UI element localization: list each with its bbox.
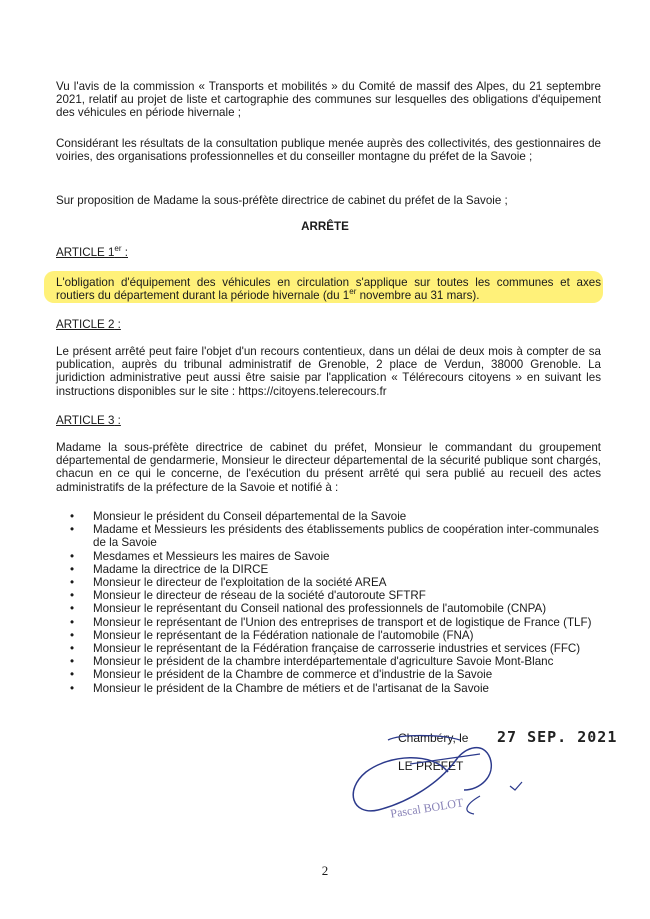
article-3-text: Madame la sous-préfète directrice de cabinet du préfet, Monsieur le commandant du groupement départemental de gendarmerie, Monsieur le directeur départemental de la sécurité publique sont chargés, chacun en ce qui le concerne, de l'exécution du présent arrêté qui sera publié au recueil des actes administratifs de la préfecture de la Savoie et notifié à : bbox=[56, 441, 601, 494]
list-item: • Monsieur le représentant du Conseil national des professionnels de l'automobile (CNPA) bbox=[56, 602, 601, 615]
sur-proposition-paragraph: Sur proposition de Madame la sous-préfète directrice de cabinet du préfet de la Savoie ; bbox=[56, 194, 508, 207]
list-item: • Monsieur le président du Conseil départemental de la Savoie bbox=[56, 510, 601, 523]
handwritten-signature bbox=[330, 720, 530, 820]
list-item: • Monsieur le président de la Chambre de commerce et d'industrie de la Savoie bbox=[56, 668, 601, 681]
signatory-title: LE PREFET bbox=[398, 759, 464, 773]
article-1-text: L'obligation d'équipement des véhicules en circulation s'applique sur toutes les communes et axes routiers du département durant la période hivernale (du 1er novembre au 31 mars). bbox=[56, 276, 601, 303]
list-item: • Monsieur le directeur de réseau de la société d'autoroute SFTRF bbox=[56, 589, 601, 602]
list-item: • Mesdames et Messieurs les maires de Savoie bbox=[56, 550, 601, 563]
list-item: • Monsieur le président de la chambre interdépartementale d'agriculture Savoie Mont-Blanc bbox=[56, 655, 601, 668]
signature-place: Chambéry, le bbox=[398, 731, 469, 745]
list-item: • Madame la directrice de la DIRCE bbox=[56, 563, 601, 576]
article-2-text: Le présent arrêté peut faire l'objet d'un recours contentieux, dans un délai de deux mois à compter de sa publication, auprès du tribunal administratif de Grenoble, 2 place de Verdun, 38000 Grenoble. La juridiction administrative peut aussi être saisie par l'application « Télérecours citoyens » en suivant les instructions disponibles sur le site : https://citoyens.telerecours.fr bbox=[56, 345, 601, 398]
arrete-title: ARRÊTE bbox=[301, 220, 349, 233]
signatory-name-stamp: Pascal BOLOT bbox=[389, 795, 465, 821]
article-2-heading: ARTICLE 2 : bbox=[56, 318, 121, 331]
considerant-paragraph: Considérant les résultats de la consultation publique menée auprès des collectivités, des gestionnaires de voiries, des organisations professionnelles et du conseiller montagne du préfet de la Savoie ; bbox=[56, 137, 601, 164]
list-item: • Monsieur le représentant de la Fédération française de carrosserie industries et services (FFC) bbox=[56, 642, 601, 655]
list-item: • Madame et Messieurs les présidents des établissements publics de coopération inter-communales de la Savoie bbox=[56, 523, 601, 549]
list-item: • Monsieur le directeur de l'exploitation de la société AREA bbox=[56, 576, 601, 589]
article-1-heading: ARTICLE 1er : bbox=[56, 244, 128, 259]
page-number: 2 bbox=[321, 863, 329, 878]
list-item: • Monsieur le président de la Chambre de métiers et de l'artisanat de la Savoie bbox=[56, 682, 601, 695]
article-3-heading: ARTICLE 3 : bbox=[56, 414, 121, 427]
list-item: • Monsieur le représentant de l'Union des entreprises de transport et de logistique de France (TLF) bbox=[56, 616, 601, 629]
vu-avis-paragraph: Vu l'avis de la commission « Transports et mobilités » du Comité de massif des Alpes, du 21 septembre 2021, relatif au projet de liste et cartographie des communes sur lesquelles des obligations d'équipement des véhicules en période hivernale ; bbox=[56, 80, 601, 120]
list-item: • Monsieur le représentant de la Fédération nationale de l'automobile (FNA) bbox=[56, 629, 601, 642]
recipient-list bbox=[56, 510, 601, 695]
date-stamp: 27 SEP. 2021 bbox=[497, 728, 618, 746]
